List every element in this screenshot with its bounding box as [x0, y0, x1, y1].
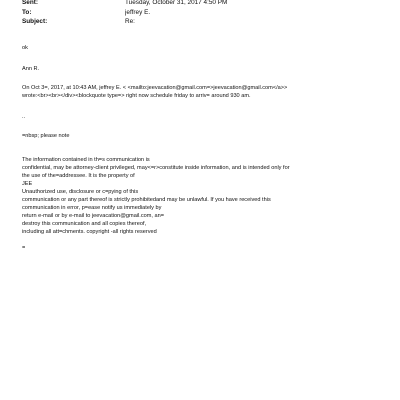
end-mark: =	[22, 245, 26, 251]
subject-label: Subject:	[22, 18, 48, 26]
disclaimer-line: destroy this communication and all copies thereof,	[22, 221, 147, 227]
ellipsis-text: ..	[22, 114, 26, 120]
disclaimer-line: communication or any part thereof is strictly prohibitedand may be unlawful. If you have received this	[22, 197, 271, 203]
sent-value: Tuesday, October 31, 2017 4:50 PM	[125, 0, 228, 6]
disclaimer	[22, 156, 382, 236]
subject-row	[22, 17, 392, 27]
to-value: jeffrey E.	[125, 8, 151, 16]
quote-line: wrote:<br><br></div><blockquote type=> right now schedule friday to arriv= around 930 am.	[22, 93, 251, 99]
to-label: To:	[22, 8, 32, 16]
sent-row	[22, 0, 392, 8]
to-row	[22, 8, 392, 18]
disclaimer-line: The information contained in th=s communication is	[22, 157, 150, 163]
note-text: =nbsp; please note	[22, 133, 70, 139]
reply-text: ok	[22, 45, 28, 51]
email-body	[22, 44, 382, 252]
disclaimer-line: return e-mail or by e-mail to jeevacation@gmail.com, an=	[22, 213, 165, 219]
disclaimer-line: JEE	[22, 181, 33, 187]
signature: Ann R.	[22, 66, 40, 72]
disclaimer-line: confidential, may be attorney-client privileged, may<=r>constitute inside information, and is intended only for	[22, 165, 290, 171]
disclaimer-line: Unauthorized use, disclosure or c=pying of this	[22, 189, 139, 195]
disclaimer-line: including all att=chments. copyright -all rights reserved	[22, 229, 157, 235]
email-header	[22, 0, 392, 27]
subject-value: Re:	[125, 18, 135, 26]
sent-label: Sent:	[22, 0, 38, 6]
quote-line: On Oct 3=, 2017, at 10:43 AM, jeffrey E. < <mailto:jeevacation@gmail.com=>jeevacation@gmail.com</a>>	[22, 85, 288, 91]
disclaimer-line: the use of the=addressee. It is the property of	[22, 173, 135, 179]
disclaimer-line: communication in error, p=ease notify us immediately by	[22, 205, 162, 211]
